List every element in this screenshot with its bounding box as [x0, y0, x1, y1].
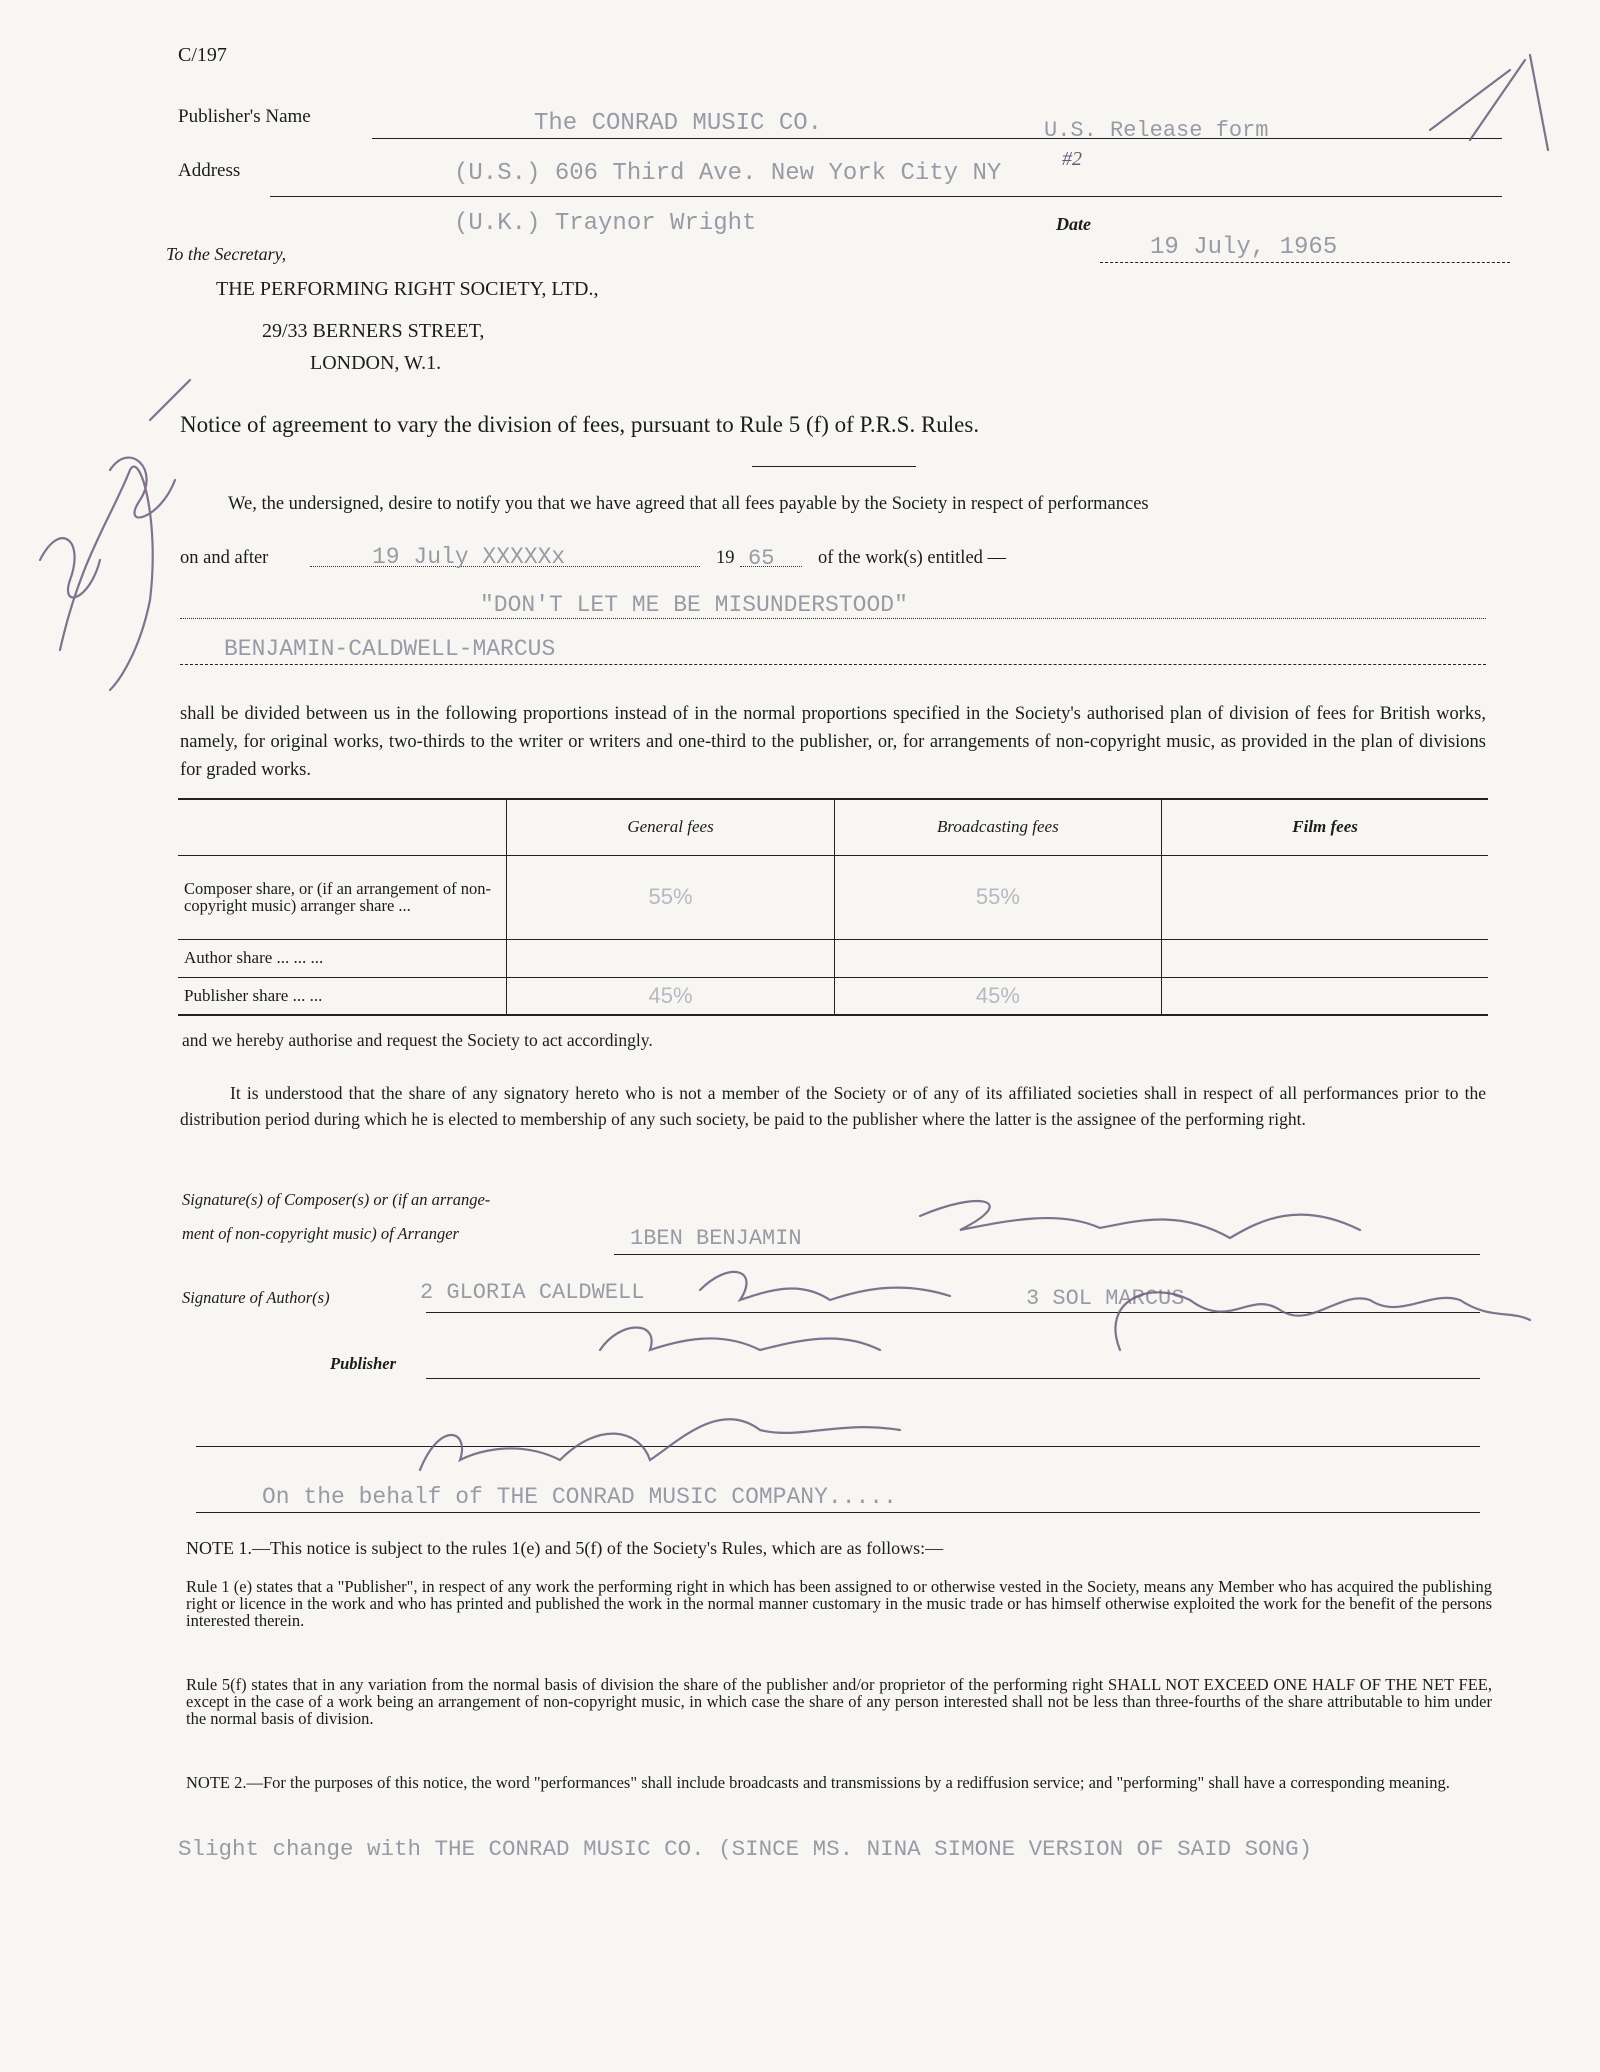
release-form-note: U.S. Release form [1044, 118, 1269, 143]
note-2: NOTE 2.—For the purposes of this notice, the word "performances" shall include broadcasts and transmissions by a rediffusion service; and "performing" shall have a corresponding meaning. [186, 1773, 1450, 1792]
publisher-signature [420, 1419, 900, 1470]
author-signature-marcus [1115, 1292, 1530, 1350]
notice-heading: Notice of agreement to vary the division of fees, pursuant to Rule 5 (f) of P.R.S. Rules. [180, 412, 980, 437]
work-title: "DON'T LET ME BE MISUNDERSTOOD" [480, 592, 908, 618]
address-mark: #2 [1062, 148, 1082, 170]
address-us: (U.S.) 606 Third Ave. New York City NY [454, 160, 1002, 187]
footer-typed-note: Slight change with THE CONRAD MUSIC CO. (SINCE MS. NINA SIMONE VERSION OF SAID SONG) [178, 1836, 1313, 1862]
salutation: To the Secretary, [166, 244, 287, 264]
effective-suffix: of the work(s) entitled — [818, 548, 1007, 568]
check-mark [1430, 55, 1548, 150]
rule-1e: Rule 1 (e) states that a "Publisher", in respect of any work the performing right in which has been assigned to or otherwise vested in the Society, means any Member who has acquired the publishing right or licence in the work and who has printed and published the work in the normal manner customary in the music trade or has himself otherwise exploited the work for the benefit of the persons interested therein. [186, 1577, 1492, 1630]
form-reference: C/197 [178, 44, 227, 66]
intro-text: We, the undersigned, desire to notify you that we have agreed that all fees payable by the Society in respect of performances [228, 494, 1149, 514]
row-label-author: Author share ... ... ... [178, 939, 507, 977]
address-uk: (U.K.) Traynor Wright [454, 210, 757, 237]
effective-date: 19 July XXXXXx [372, 544, 566, 570]
rule-5f: Rule 5(f) states that in any variation from the normal basis of division the share of the publisher and/or proprietor of the performing right SHALL NOT EXCEED ONE HALF OF THE NET FEE, except in the case of a work being an arrangement of non-copyright music, in which case the share of any person interested shall not be less than three-fourths of the share attributable to him under the normal basis of division. [186, 1675, 1492, 1728]
effective-year-prefix: 19 [716, 548, 735, 568]
margin-annotation [40, 380, 190, 690]
row-label-publisher: Publisher share ... ... [178, 977, 507, 1015]
division-text: shall be divided between us in the following proportions instead of in the normal proportions specified in the Society's authorised plan of division of fees for British works, namely, for original works, two-thirds to the writer or writers and one-third to the publisher, or, for arrangements of non-copyright music, as provided in the plan of divisions for graded works. [180, 704, 1486, 780]
composer-typed-name: 1BEN BENJAMIN [630, 1226, 802, 1251]
publisher-general: 45% [507, 977, 834, 1015]
row-label-composer: Composer share, or (if an arrangement of non-copyright music) arranger share ... [178, 855, 507, 939]
recipient-line-1: THE PERFORMING RIGHT SOCIETY, LTD., [216, 278, 599, 300]
table-header-broadcasting: Broadcasting fees [834, 799, 1162, 855]
work-writers: BENJAMIN-CALDWELL-MARCUS [224, 636, 556, 662]
date-label: Date [1056, 214, 1091, 234]
composer-signature [920, 1201, 1360, 1238]
publisher-broadcasting: 45% [834, 977, 1162, 1015]
authorise-text: and we hereby authorise and request the Society to act accordingly. [182, 1030, 653, 1050]
table-header-film: Film fees [1162, 799, 1488, 855]
author-typed-name-2: 3 SOL MARCUS [1026, 1286, 1185, 1311]
author-signature-caldwell [600, 1272, 950, 1350]
recipient-line-3: LONDON, W.1. [310, 352, 442, 374]
publisher-signature-label: Publisher [330, 1354, 397, 1373]
composer-general: 55% [507, 855, 834, 939]
table-header-general: General fees [507, 799, 834, 855]
publisher-name-value: The CONRAD MUSIC CO. [534, 110, 823, 137]
publisher-name-label: Publisher's Name [178, 106, 311, 127]
effective-prefix: on and after [180, 548, 269, 568]
composer-signature-label-1: Signature(s) of Composer(s) or (if an arrange- [182, 1190, 491, 1209]
effective-year: 65 [748, 546, 775, 571]
address-label: Address [178, 160, 241, 181]
recipient-line-2: 29/33 BERNERS STREET, [262, 320, 485, 342]
understood-text: It is understood that the share of any signatory hereto who is not a member of the Society or of any of its affiliated societies shall in respect of all performances prior to the distribution period during which he is elected to membership of any such society, be paid to the publisher where the latter is the assignee of the performing right. [180, 1083, 1486, 1129]
date-value: 19 July, 1965 [1150, 234, 1338, 261]
note-1: NOTE 1.—This notice is subject to the rules 1(e) and 5(f) of the Society's Rules, which are as follows:— [186, 1538, 944, 1558]
behalf-text: On the behalf of THE CONRAD MUSIC COMPANY..... [262, 1484, 897, 1510]
composer-signature-label-2: ment of non-copyright music) of Arranger [182, 1224, 459, 1243]
author-typed-name-1: 2 GLORIA CALDWELL [420, 1280, 645, 1305]
author-signature-label: Signature of Author(s) [182, 1288, 330, 1307]
composer-broadcasting: 55% [834, 855, 1162, 939]
